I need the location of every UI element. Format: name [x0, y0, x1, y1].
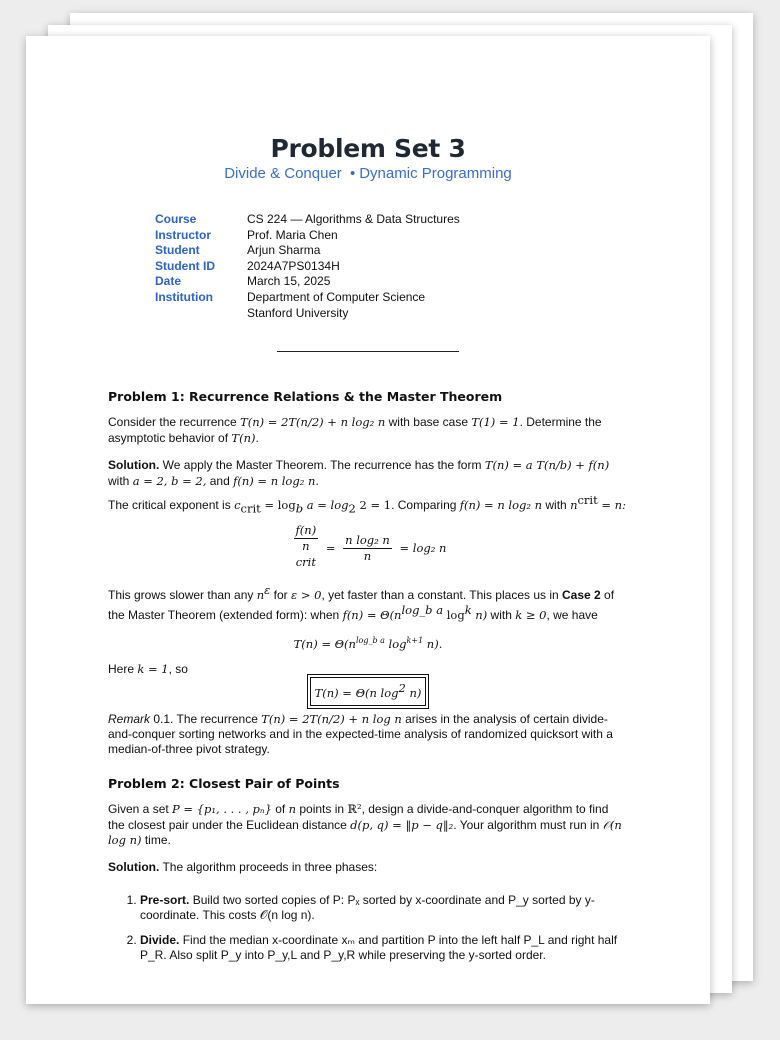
text: We apply the Master Theorem. The recurrence has the form	[159, 458, 485, 473]
remark-label: Remark	[108, 711, 151, 726]
meta-row-course	[155, 212, 460, 228]
text: . Comparing	[391, 498, 460, 513]
text: of	[271, 802, 289, 817]
math: crit	[295, 554, 316, 569]
text: with base case	[385, 415, 472, 430]
meta-row-institution	[155, 290, 460, 306]
meta-row-university	[155, 306, 460, 322]
list-item	[140, 933, 628, 964]
step-text: Build two sorted copies of P: Pₓ sorted by x-coordinate and P_y sorted by y-coordinate. This costs 𝒪(n log n).	[140, 892, 595, 923]
problem-1-statement	[108, 415, 628, 446]
text: of the Master Theorem (extended form): when	[108, 587, 615, 623]
remark-number: 0.1.	[150, 711, 174, 726]
meta-value: 2024A7PS0134H	[247, 258, 340, 273]
document-subtitle	[26, 165, 710, 182]
text: Given a set	[108, 802, 173, 817]
meta-value: CS 224 — Algorithms & Data Structures	[247, 212, 460, 226]
text: time.	[141, 833, 171, 847]
case-label: Case 2	[562, 587, 601, 602]
text: points in	[296, 802, 348, 817]
math: = log₂ n	[399, 540, 447, 555]
text: This grows slower than any	[108, 587, 257, 602]
critical-exponent	[108, 493, 628, 517]
metadata-table	[155, 212, 460, 321]
fraction	[294, 523, 319, 575]
text: . Determine the asymptotic behavior of	[108, 415, 602, 445]
document-body	[108, 389, 628, 972]
numerator: f(n)	[294, 523, 319, 539]
math: c	[234, 498, 241, 513]
math: log_b a	[355, 635, 385, 645]
meta-key: Institution	[155, 289, 213, 304]
math: 2 = 1	[355, 498, 392, 513]
math: T(n) = Θ(n	[293, 636, 356, 651]
text: , we have	[546, 608, 598, 623]
math: crit	[577, 493, 598, 508]
boxed-answer	[310, 677, 427, 705]
ratio-equation: f(n) n $^{crit}$ = $\frac{\text{n log₂ n}}{n}$ = log₂ n	[108, 523, 628, 575]
math: log	[443, 608, 465, 623]
growth-paragraph	[108, 583, 628, 624]
meta-value: Prof. Maria Chen	[247, 227, 338, 242]
text: with	[108, 473, 133, 488]
meta-key: Course	[155, 212, 197, 226]
text: and	[206, 473, 234, 488]
denominator	[294, 539, 319, 575]
final-answer	[108, 677, 628, 705]
meta-key: Date	[155, 274, 182, 289]
math: T(n)	[231, 430, 256, 445]
text: The recurrence	[173, 711, 262, 726]
text: The critical exponent is	[108, 498, 235, 513]
math: 𝒪(n log n)	[108, 817, 622, 847]
text: , so	[168, 661, 188, 676]
math: k = 1	[137, 661, 169, 676]
math: log	[384, 636, 407, 651]
meta-key: Instructor	[155, 227, 212, 242]
subtitle-topic-2: Dynamic Programming	[359, 165, 512, 182]
math: 2	[348, 501, 356, 516]
step-label: Divide.	[140, 932, 180, 947]
text: with	[487, 608, 516, 623]
text: Consider the recurrence	[108, 415, 241, 430]
math: a = 2, b = 2,	[132, 473, 207, 488]
math: k ≥ 0	[515, 608, 547, 623]
math: T(1) = 1	[471, 415, 520, 430]
meta-value: Stanford University	[247, 305, 349, 320]
text: . Your algorithm must run in	[453, 817, 603, 832]
math: n)	[471, 608, 488, 623]
subtitle-topic-1: Divide & Conquer	[224, 165, 342, 182]
math: 2	[398, 681, 406, 696]
master-theorem-result	[108, 633, 628, 652]
math: k+1	[406, 635, 424, 645]
meta-row-student	[155, 243, 460, 259]
math: T(n) = 2T(n/2) + n log n	[261, 711, 402, 726]
math: n	[256, 587, 265, 602]
math: ε > 0	[291, 587, 322, 602]
math: n)	[405, 686, 422, 701]
list-item	[140, 893, 628, 924]
document-title: Problem Set 3	[270, 134, 466, 163]
fraction	[343, 533, 392, 565]
math: ℝ²	[347, 802, 362, 817]
meta-key: Student	[155, 243, 200, 258]
math: f(n) = n log₂ n.	[233, 473, 320, 488]
step-label: Pre-sort.	[140, 892, 190, 907]
meta-value: March 15, 2025	[247, 274, 331, 289]
text: .	[255, 430, 259, 445]
math: = n:	[597, 498, 626, 513]
math: log_b a	[401, 603, 444, 618]
math: crit	[240, 501, 261, 516]
meta-value: Arjun Sharma	[247, 243, 321, 258]
denominator: n	[363, 549, 372, 564]
math: f(n) = n log₂ n	[459, 498, 543, 513]
math: P = {p₁, . . . , pₙ}	[172, 802, 272, 817]
math: n	[288, 802, 297, 817]
step-text: Find the median x-coordinate xₘ and partition P into the left half P_L and right half P_R. Also split P_y into P_y,L and P_y,R while preserving the y-sorted order.	[140, 932, 618, 963]
meta-value: Department of Computer Science	[247, 289, 426, 304]
algorithm-steps	[108, 893, 628, 964]
problem-2-statement	[108, 802, 628, 848]
subtitle-separator: •	[349, 165, 356, 182]
math: n).	[423, 636, 443, 651]
text: Here	[108, 661, 138, 676]
solution-label: Solution.	[108, 860, 160, 875]
problem-2-solution	[108, 860, 628, 875]
document-page	[26, 36, 710, 1004]
meta-row-instructor	[155, 228, 460, 244]
math: d(p, q) = ‖p − q‖₂	[350, 817, 454, 832]
meta-key: Student ID	[155, 258, 215, 273]
remark	[108, 712, 628, 758]
math: b	[295, 501, 304, 516]
math: T(n) = 2T(n/2) + n log₂ n	[240, 415, 386, 430]
problem-2-heading: Problem 2: Closest Pair of Points	[108, 775, 340, 791]
meta-row-date	[155, 274, 460, 290]
math: n	[302, 539, 310, 554]
text: for	[270, 587, 291, 602]
solution-label: Solution.	[108, 458, 160, 473]
problem-1-heading: Problem 1: Recurrence Relations & the Master Theorem	[108, 389, 503, 404]
math: T(n) = a T(n/b) + f(n)	[484, 458, 610, 473]
text: , yet faster than a constant. This places us in	[321, 587, 563, 602]
math: a = log	[303, 498, 349, 513]
text: The algorithm proceeds in three phases:	[159, 860, 378, 875]
title-divider	[277, 351, 459, 352]
meta-row-student-id	[155, 259, 460, 275]
text: , design a divide-and-conquer algorithm to find the closest pair under the Euclidean distance	[108, 802, 609, 832]
text: arises in the analysis of certain divide-and-conquer sorting networks and in the expected-time analysis of randomized quicksort with a median-of-three pivot strategy.	[108, 711, 613, 757]
meta-key	[155, 306, 247, 322]
math: ε	[264, 582, 271, 597]
math: = log	[260, 498, 296, 513]
problem-1-solution	[108, 458, 628, 489]
math: n	[570, 498, 578, 513]
numerator: n log₂ n	[343, 533, 392, 549]
math: k	[464, 603, 472, 618]
math: f(n) = Θ(n	[342, 608, 402, 623]
text: with	[542, 498, 571, 513]
math: T(n) = Θ(n log	[314, 686, 399, 701]
k-value-line	[108, 662, 628, 677]
